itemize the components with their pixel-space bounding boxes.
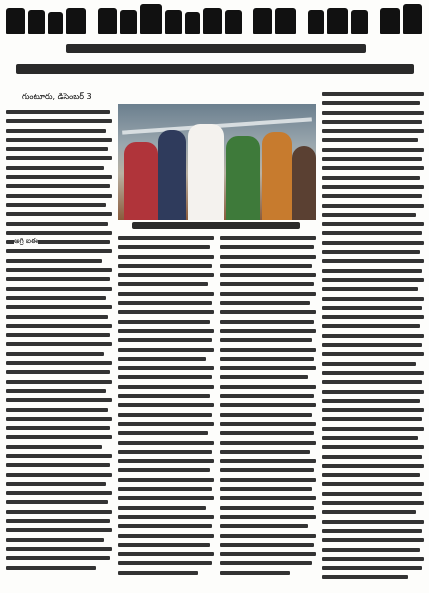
agri-ie-term: అగ్రి ఐఈ [14, 237, 38, 245]
article-column-3 [220, 236, 316, 580]
article-column-1 [6, 92, 112, 575]
photo-caption [132, 222, 300, 230]
headline [6, 4, 422, 34]
article-column-2 [118, 236, 214, 580]
dateline: గుంటూరు, డిసెంబర్ 3 [22, 92, 92, 101]
subheadline [66, 44, 366, 54]
ribbon-cutting-photo [118, 104, 316, 220]
article-column-4 [322, 92, 424, 585]
minister-subheadline [16, 64, 414, 75]
